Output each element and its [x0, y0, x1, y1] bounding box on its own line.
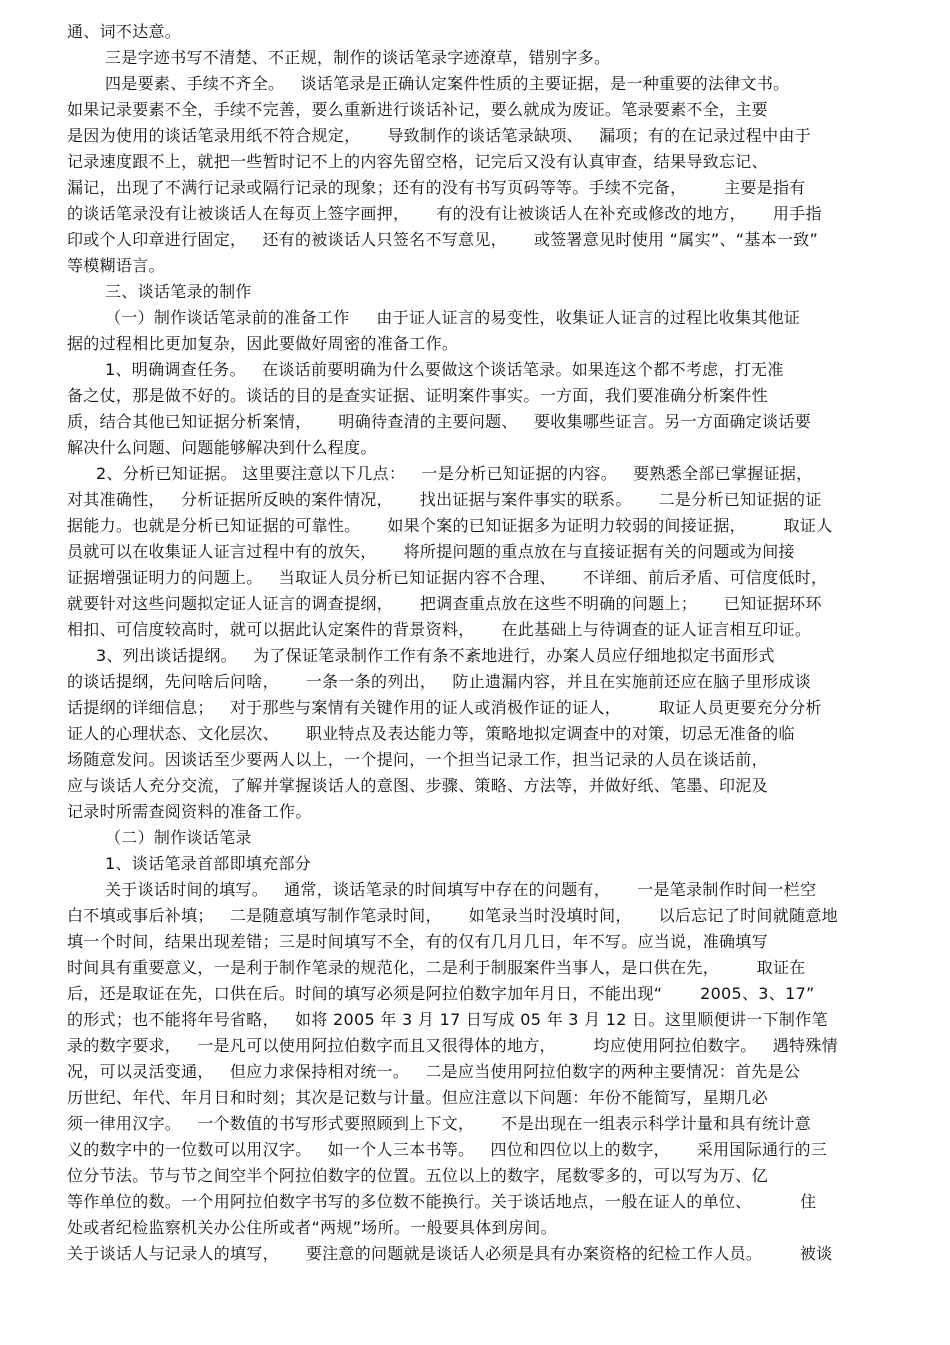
text-line: 质，结合其他已知证据分析案情， 明确待查清的主要问题、 要收集哪些证言。另一方面确定谈话要 [67, 412, 811, 431]
text-line: 等作单位的数。一个用阿拉伯数字书写的多位数不能换行。关于谈话地点，一般在证人的单位、 住 [67, 1192, 817, 1211]
text-line: 漏记，出现了不满行记录或隔行记录的现象；还有的没有书写页码等等。手续不完备， 主要是指有 [67, 178, 806, 197]
text-line: 对其准确性， 分析证据所反映的案件情况， 找出证据与案件事实的联系。 二是分析已知证据的证 [67, 490, 822, 509]
text-line: 须一律用汉字。 一个数值的书写形式要照顾到上下文， 不是出现在一组表示科学计量和具有统计意 [67, 1114, 811, 1133]
text-line: 义的数字中的一位数可以用汉字。 如一个人三本书等。 四位和四位以上的数字， 采用国际通行的三 [67, 1140, 828, 1159]
text-line: 后，还是取证在先，口供在后。时间的填写必须是阿拉伯数字加年月日，不能出现“ 2005、3、17” [67, 984, 815, 1003]
text-line: 1、明确调查任务。 在谈话前要明确为什么要做这个谈话笔录。如果连这个都不考虑，打无准 [105, 360, 784, 379]
text-line: 员就可以在收集证人证言过程中有的放矢， 将所提问题的重点放在与直接证据有关的问题或为间接 [67, 542, 795, 561]
text-line: 通、词不达意。 [67, 22, 182, 41]
text-line: 据能力。也就是分析已知证据的可靠性。 如果个案的已知证据多为证明力较弱的间接证据， 取证人 [67, 516, 833, 535]
text-line: 处或者纪检监察机关办公住所或者“两规”场所。一般要具体到房间。 [67, 1218, 557, 1237]
text-line: 位分节法。节与节之间空半个阿拉伯数字的位置。五位以上的数字，尾数零多的，可以写为万、亿 [67, 1166, 768, 1185]
subsection-heading: 1、谈话笔录首部即填充部分 [105, 854, 312, 873]
text-line: 时间具有重要意义，一是利于制作笔录的规范化，二是利于制服案件当事人，是口供在先， 取证在 [67, 958, 806, 977]
text-line: 证据增强证明力的问题上。 当取证人员分析已知证据内容不合理、 不详细、前后矛盾、可信度低时， [67, 568, 828, 587]
text-line: 应与谈话人充分交流，了解并掌握谈话人的意图、步骤、策略、方法等，并做好纸、笔墨、印泥及 [67, 776, 768, 795]
text-line: 三是字迹书写不清楚、不正规，制作的谈话笔录字迹潦草，错别字多。 [105, 48, 611, 67]
text-line: 2、分析已知证据。 这里要注意以下几点： 一是分析已知证据的内容。 要熟悉全部已掌握证据， [96, 464, 813, 483]
text-line: 解决什么问题、问题能够解决到什么程度。 [67, 438, 377, 457]
text-line: 白不填或事后补填； 二是随意填写制作笔录时间， 如笔录当时没填时间， 以后忘记了时间就随意地 [67, 906, 838, 925]
subsection-heading: （一）制作谈话笔录前的准备工作 由于证人证言的易变性，收集证人证言的过程比收集其他证 [105, 308, 801, 327]
text-line: 历世纪、年代、年月日和时刻；其次是记数与计量。但应注意以下问题：年份不能简写，星期几必 [67, 1088, 768, 1107]
text-line: 3、列出谈话提纲。 为了保证笔录制作工作有条不紊地进行，办案人员应仔细地拟定书面形式 [96, 646, 775, 665]
text-line: 备之仗，那是做不好的。谈话的目的是查实证据、证明案件事实。一方面，我们要准确分析案件性 [67, 386, 768, 405]
text-line: 场随意发问。因谈话至少要两人以上，一个提问，一个担当记录工作，担当记录的人员在谈话前， [67, 750, 768, 769]
text-line: 据的过程相比更加复杂，因此要做好周密的准备工作。 [67, 334, 459, 353]
text-line: 的谈话提纲，先问啥后问啥， 一条一条的列出， 防止遗漏内容，并且在实施前还应在脑子里形成谈 [67, 672, 811, 691]
subsection-heading: （二）制作谈话笔录 [105, 828, 252, 847]
text-line: 话提纲的详细信息； 对于那些与案情有关键作用的证人或消极作证的证人， 取证人员更要充分分析 [67, 698, 822, 717]
section-heading: 三、谈话笔录的制作 [105, 282, 252, 301]
text-line: 记录速度跟不上，就把一些暂时记不上的内容先留空格，记完后又没有认真审查，结果导致忘记、 [67, 152, 768, 171]
text-line: 记录时所需查阅资料的准备工作。 [67, 802, 312, 821]
text-line: 就要针对这些问题拟定证人证言的调查提纲， 把调查重点放在这些不明确的问题上； 已知证据环环 [67, 594, 822, 613]
text-line: 印或个人印章进行固定， 还有的被谈话人只签名不写意见， 或签署意见时使用 “属实”、“基本一致” [67, 230, 819, 249]
text-line: 关于谈话时间的填写。 通常，谈话笔录的时间填写中存在的问题有， 一是笔录制作时间一栏空 [105, 880, 817, 899]
text-line: 证人的心理状态、文化层次、 职业特点及表达能力等，策略地拟定调查中的对策，切忌无准备的临 [67, 724, 795, 743]
text-line: 四是要素、手续不齐全。 谈话笔录是正确认定案件性质的主要证据，是一种重要的法律文书。 [105, 74, 790, 93]
text-line: 相扣、可信度较高时，就可以据此认定案件的背景资料， 在此基础上与待调查的证人证言相互印证。 [67, 620, 812, 639]
text-line: 关于谈话人与记录人的填写， 要注意的问题就是谈话人必须是具有办案资格的纪检工作人员。 被谈 [67, 1244, 833, 1263]
text-line: 的形式；也不能将年号省略， 如将 2005 年 3 月 17 日写成 05 年 3 月 12 日。这里顺便讲一下制作笔 [67, 1010, 828, 1029]
text-line: 如果记录要素不全，手续不完善，要么重新进行谈话补记，要么就成为废证。笔录要素不全，主要 [67, 100, 768, 119]
text-line: 填一个时间，结果出现差错；三是时间填写不全，有的仅有几月几日，年不写。应当说，准确填写 [67, 932, 768, 951]
text-line: 的谈话笔录没有让被谈话人在每页上签字画押， 有的没有让被谈话人在补充或修改的地方， 用手指 [67, 204, 822, 223]
text-line: 况，可以灵活变通， 但应力求保持相对统一。 二是应当使用阿拉伯数字的两种主要情况：首先是公 [67, 1062, 801, 1081]
text-line: 录的数字要求， 一是凡可以使用阿拉伯数字而且又很得体的地方， 均应使用阿拉伯数字。 遇特殊情 [67, 1036, 838, 1055]
text-line: 等模糊语言。 [67, 256, 165, 275]
text-line: 是因为使用的谈话笔录用纸不符合规定， 导致制作的谈话笔录缺项、 漏项；有的在记录过程中由于 [67, 126, 811, 145]
